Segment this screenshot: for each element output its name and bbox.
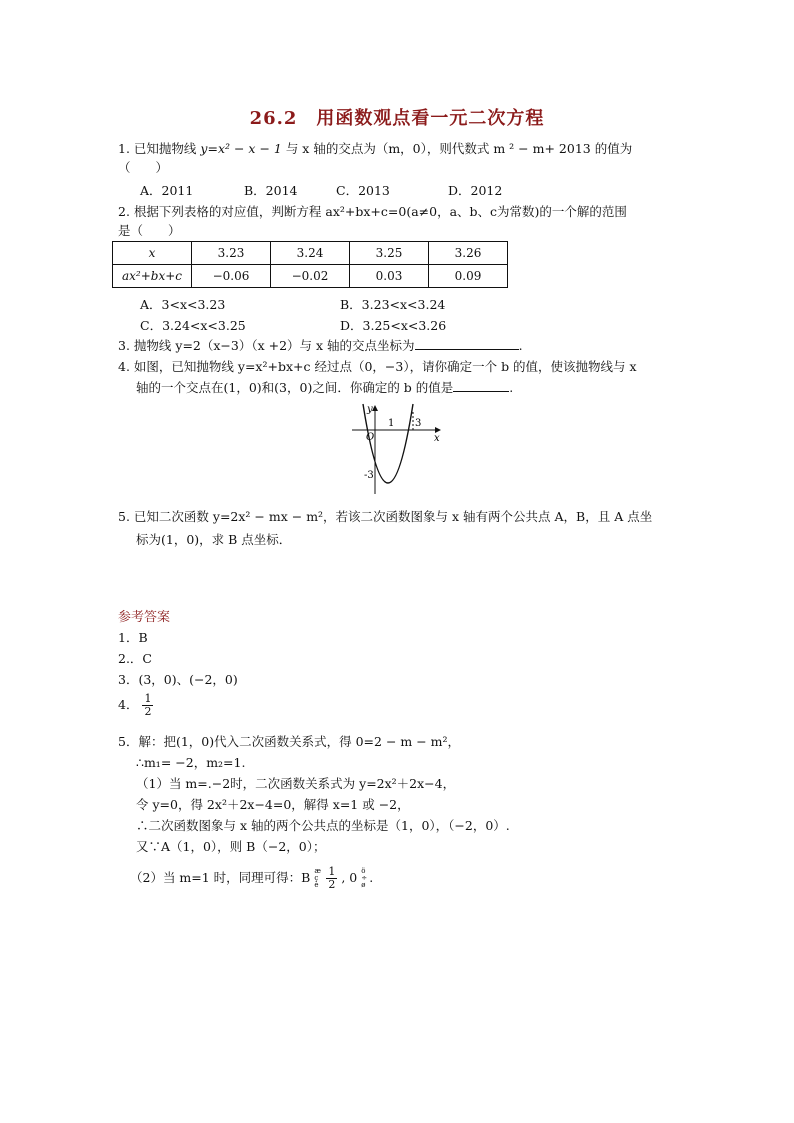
answer-5-line-6: 又∵A（1，0），则 B（−2，0）； <box>136 839 326 854</box>
answer-5-numerator: 1 <box>328 865 336 878</box>
table-cell: ax²+bx+c <box>113 265 192 288</box>
q4-text-2: 轴的一个交点在(1，0)和(3，0)之间．你确定的 b 的值是 <box>136 380 454 395</box>
q2-text-1: 根据下列表格的对应值，判断方程 ax²+bx+c=0(a≠0，a、b、c为常数)的一个解的范围 <box>133 204 627 219</box>
tick-1-label: 1 <box>388 418 395 429</box>
answer-4-prefix: 4． <box>118 697 139 712</box>
page-title: 26.2 用函数观点看一元二次方程 <box>249 108 545 129</box>
q4-line-1 <box>118 358 637 376</box>
table-cell: 0.09 <box>429 265 508 288</box>
answer-5-line-5: ∴二次函数图象与 x 轴的两个公共点的坐标是（1，0），（−2，0）. <box>136 818 510 833</box>
answer-5-denominator: 2 <box>328 878 336 891</box>
q2-text-2: 是（ ） <box>118 223 181 238</box>
answer-5-line-2: ∴m₁= −2，m₂=1. <box>136 755 246 770</box>
answer-5-tail: , 0 <box>341 870 358 885</box>
answer-5-end: . <box>369 870 374 885</box>
q3-text: 抛物线 y=2（x−3）（x +2）与 x 轴的交点坐标为 <box>133 338 415 353</box>
q1-equation: y=x² − x − 1 <box>200 141 282 156</box>
answer-5-paren-glyphs-right: ö ÷ ø <box>361 867 368 889</box>
answer-5-line-4: 令 y=0，得 2x²＋2x−4=0，解得 x=1 或 −2， <box>136 797 410 812</box>
tick-3-label: 3 <box>415 418 422 429</box>
x-axis-label: x <box>434 433 440 444</box>
q5-number: 5. <box>118 509 130 524</box>
answer-3: 3．(3，0)、(−2，0) <box>118 672 238 687</box>
answer-5-line-1: 5．解：把(1，0)代入二次函数关系式，得 0=2 − m − m²， <box>118 734 461 749</box>
q3-number: 3. <box>118 338 130 353</box>
q2-option-d: D．3.25<x<3.26 <box>340 318 447 333</box>
q5-text-1: 已知二次函数 y=2x² − mx − m²，若该二次函数图象与 x 轴有两个公共点 A，B，且 A 点坐 <box>133 509 653 524</box>
origin-label: O <box>366 432 375 443</box>
q1-number: 1. <box>118 141 130 156</box>
q1-line <box>118 140 632 158</box>
q2-option-b: B．3.23<x<3.24 <box>340 297 446 312</box>
table-cell: 3.26 <box>429 242 508 265</box>
q1-option-c: C．2013 <box>336 183 390 198</box>
answer-4 <box>118 693 153 718</box>
q1-option-d: D．2012 <box>448 183 503 198</box>
answer-5-line-7 <box>130 866 373 891</box>
table-cell: 3.24 <box>271 242 350 265</box>
q3-answer-blank <box>415 338 519 350</box>
q2-line-1 <box>118 203 627 221</box>
answer-1: 1．B <box>118 630 148 645</box>
table-cell: 0.03 <box>350 265 429 288</box>
y-axis-label: y <box>367 404 373 415</box>
q4-answer-blank <box>453 380 509 392</box>
table-row <box>113 265 508 288</box>
q5-line-1 <box>118 508 652 526</box>
answers-title: 参考答案 <box>118 610 171 625</box>
q1-paren: （ ） <box>118 160 169 175</box>
table-row <box>113 242 508 265</box>
answer-4-fraction <box>142 693 153 718</box>
table-cell: −0.02 <box>271 265 350 288</box>
q1-mid: 与 x 轴的交点为（m，0），则代数式 m ² − m+ 2013 的值为 <box>281 141 633 156</box>
q4-parabola-graph <box>346 402 450 498</box>
answer-5-fraction <box>326 866 337 891</box>
q4-number: 4. <box>118 359 130 374</box>
q1-pre: 已知抛物线 <box>133 141 201 156</box>
answer-5-line-3: （1）当 m=.−2时，二次函数关系式为 y=2x²＋2x−4， <box>136 776 456 791</box>
q5-text-2: 标为(1，0)，求 B 点坐标． <box>136 532 292 547</box>
answer-2: 2.．C <box>118 651 152 666</box>
q4-line-2 <box>136 379 513 397</box>
answer-4-denominator: 2 <box>144 705 152 718</box>
q1-option-a: A．2011 <box>140 183 194 198</box>
answer-5-paren-glyphs-left: æ ç è <box>314 867 321 889</box>
q3-line <box>118 337 523 355</box>
table-cell: 3.25 <box>350 242 429 265</box>
q4-end: . <box>509 380 514 395</box>
tick-neg3-label: -3 <box>364 470 374 481</box>
q2-table <box>112 241 508 288</box>
table-cell: −0.06 <box>192 265 271 288</box>
q2-option-a: A．3<x<3.23 <box>140 297 226 312</box>
answer-4-numerator: 1 <box>144 692 152 705</box>
q3-end: . <box>518 338 523 353</box>
q1-option-b: B．2014 <box>244 183 298 198</box>
table-cell: x <box>113 242 192 265</box>
q2-option-c: C．3.24<x<3.25 <box>140 318 246 333</box>
q4-text-1: 如图，已知抛物线 y=x²+bx+c 经过点（0，−3），请你确定一个 b 的值，使该抛物线与 x <box>133 359 637 374</box>
answer-5-last-prefix: （2）当 m=1 时，同理可得：B <box>130 870 311 885</box>
table-cell: 3.23 <box>192 242 271 265</box>
q2-number: 2. <box>118 204 130 219</box>
